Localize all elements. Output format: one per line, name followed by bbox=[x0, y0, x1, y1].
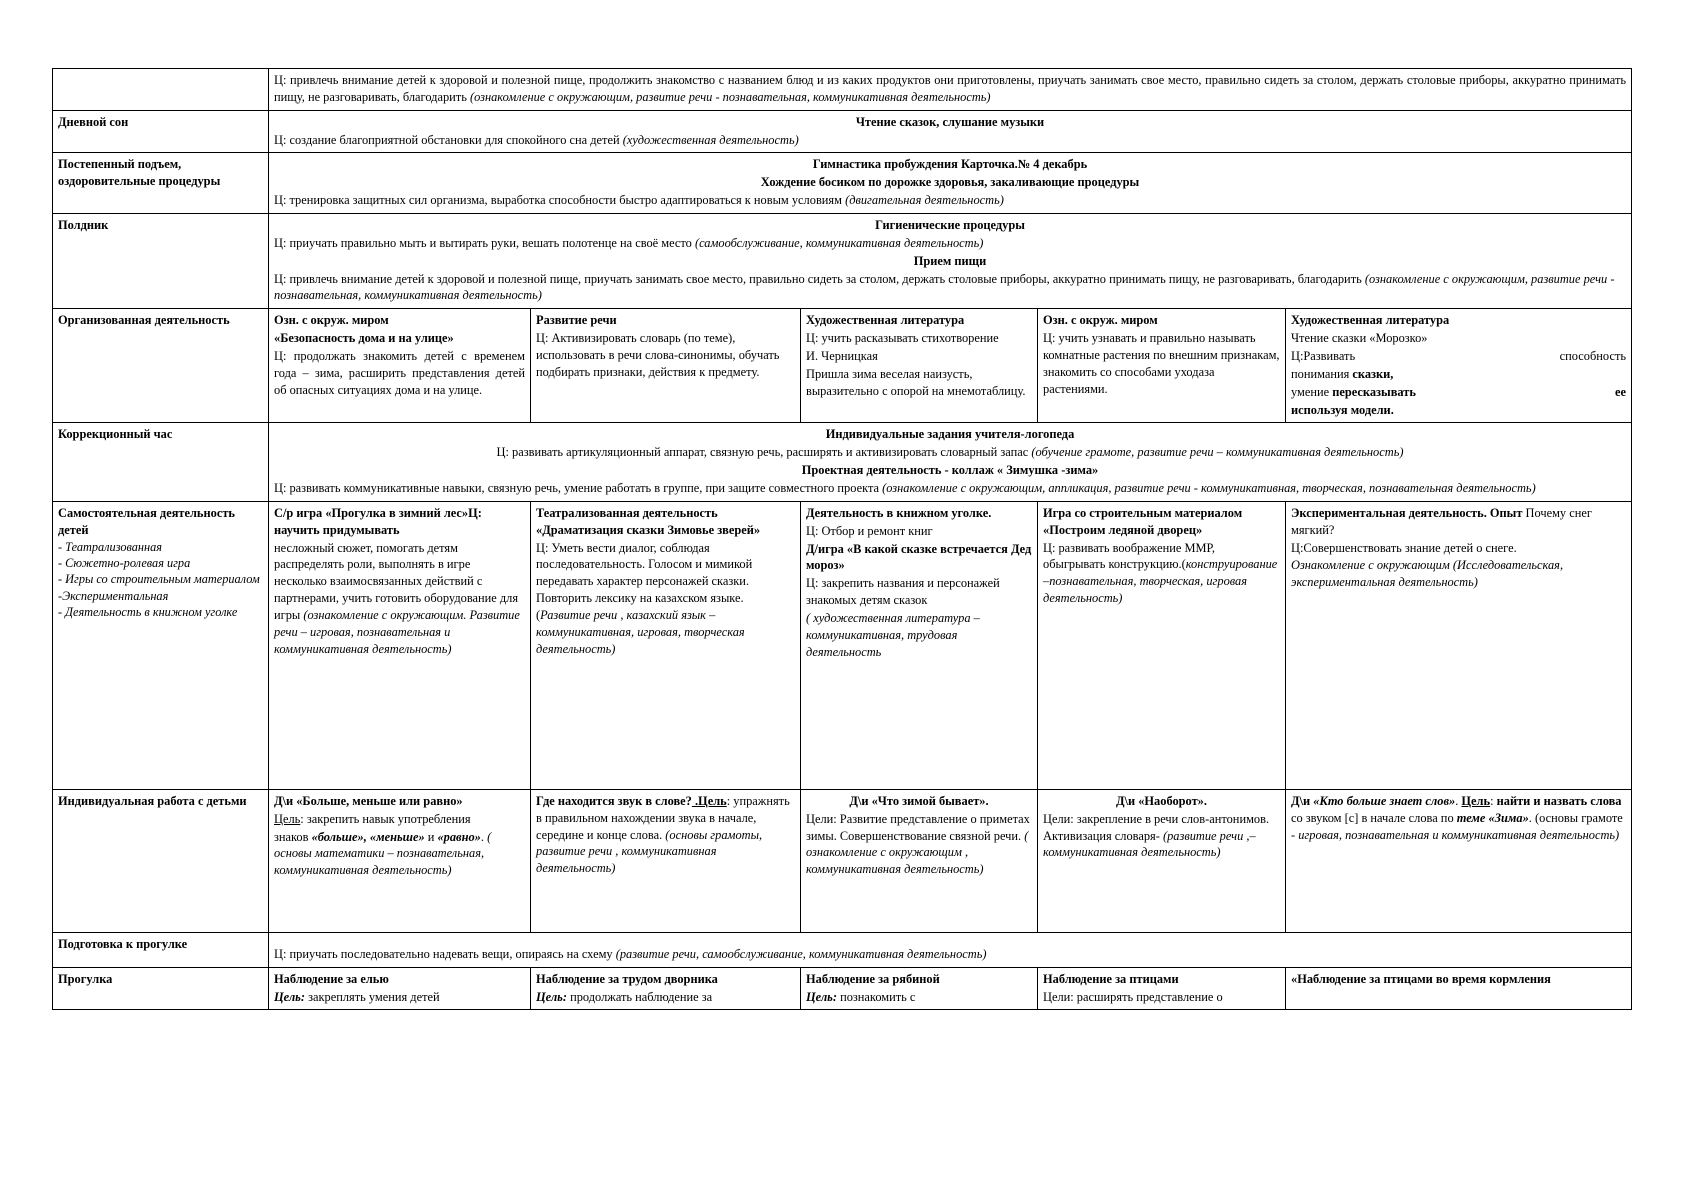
table-row-nap bbox=[53, 110, 1632, 153]
wakeup-content bbox=[269, 153, 1632, 214]
individual-cell-1-goal-label: Цель bbox=[274, 811, 301, 826]
correction-goal-2-italic: (ознакомление с окружающим, аппликация, развитие речи - коммуникативная, творческая, познавательная деятельность) bbox=[882, 481, 1536, 496]
correction-goal-1-italic: (обучение грамоте, развитие речи – коммуникативная деятельность) bbox=[1031, 445, 1404, 460]
independent-cell-1-title bbox=[274, 505, 525, 539]
independent-cell-3-title: Деятельность в книжном уголке. bbox=[806, 505, 992, 520]
row-label-walk-prep: Подготовка к прогулке bbox=[53, 932, 269, 967]
independent-cell-3-line2: Ц: Отбор и ремонт книг bbox=[806, 523, 933, 538]
snack-goal-1-italic: (самообслуживание, коммуникативная деятельность) bbox=[694, 235, 984, 250]
individual-cell-3-body-italic: ( ознакомление с окружающим , коммуникативная деятельность) bbox=[806, 828, 1029, 877]
row-label-empty bbox=[53, 69, 269, 111]
walk-cell-4 bbox=[1038, 967, 1286, 1010]
walk-cell-5-title: «Наблюдение за птицами во время кормления bbox=[1291, 971, 1551, 986]
organized-cell-5-line3-plain: понимания bbox=[1291, 366, 1353, 381]
organized-cell-5-line4-bold: пересказывать bbox=[1332, 384, 1416, 399]
walk-cell-4-goal: Цели: расширять представление о bbox=[1043, 989, 1223, 1004]
independent-cell-5-line2: Ц:Совершенствовать знание детей о снеге. bbox=[1291, 540, 1517, 555]
meal-top-content bbox=[269, 69, 1632, 111]
organized-cell-5-line4 bbox=[1291, 384, 1626, 401]
nap-goal bbox=[274, 132, 1626, 149]
independent-cell-1-body-italic: (ознакомление с окружающим. Развитие речи – игровая, познавательная и коммуникативная деятельность) bbox=[274, 608, 520, 656]
correction-goal-1-text: Ц: развивать артикуляционный аппарат, связную речь, расширять и активизировать словарный запас bbox=[496, 445, 1032, 460]
walk-cell-1-title: Наблюдение за елью bbox=[274, 971, 389, 986]
table-row-independent bbox=[53, 501, 1632, 789]
individual-cell-5-goal-bold2: теме «Зима» bbox=[1456, 810, 1529, 825]
independent-label-text: Самостоятельная деятельность детей bbox=[58, 505, 235, 537]
independent-cell-2-body bbox=[536, 540, 795, 658]
organized-cell-4-body: Ц: учить узнавать и правильно называть комнатные растения по внешним признакам, знакомить со способами уходаза растениями. bbox=[1043, 331, 1280, 396]
individual-cell-3-body-text: Цели: Развитие представление о приметах зимы. Совершенствование связной речи. bbox=[806, 811, 1030, 843]
walk-cell-3-goal-text: познакомить с bbox=[836, 989, 916, 1004]
individual-cell-5 bbox=[1286, 789, 1632, 932]
individual-cell-1 bbox=[269, 789, 531, 932]
organized-cell-1-subtitle: «Безопасность дома и на улице» bbox=[274, 331, 454, 346]
independent-cell-3-body-italic: ( художественная литература – коммуникативная, трудовая деятельность bbox=[806, 611, 980, 659]
walk-prep-content bbox=[269, 932, 1632, 967]
independent-cell-5-body-italic: Ознакомление с окружающим (Исследовательская, экспериментальная деятельность) bbox=[1291, 558, 1564, 590]
snack-title-2: Прием пищи bbox=[913, 253, 987, 268]
wakeup-goal-italic: (двигательная деятельность) bbox=[845, 193, 1004, 208]
individual-cell-2 bbox=[531, 789, 801, 932]
individual-cell-5-goal-label: Цель bbox=[1461, 793, 1491, 808]
individual-cell-5-goal-tail: со звуком [с] в начале слова по bbox=[1291, 810, 1457, 825]
independent-sublabel-3: -Экспериментальная bbox=[58, 588, 169, 603]
meal-top-text-italic: (ознакомление с окружающим, развитие речи - познавательная, коммуникативная деятельность) bbox=[469, 89, 991, 104]
organized-cell-5-line2-left: Ц:Развивать bbox=[1291, 349, 1356, 364]
organized-cell-1-title: Озн. с окруж. миром bbox=[274, 313, 389, 328]
independent-cell-4 bbox=[1038, 501, 1286, 789]
organized-cell-4 bbox=[1038, 309, 1286, 423]
individual-cell-1-body-italic: ( основы математики – познавательная, коммуникативная деятельность) bbox=[274, 829, 492, 878]
wakeup-goal bbox=[274, 192, 1626, 209]
individual-cell-5-title-plain: Д\и bbox=[1291, 793, 1314, 808]
organized-cell-1-body: Ц: продолжать знакомить детей с временем года – зима, расширить представления детей об опасных ситуациях дома и на улице. bbox=[274, 349, 525, 397]
individual-cell-5-title bbox=[1291, 793, 1626, 844]
independent-cell-1-title-tail: Ц: научить придумывать bbox=[274, 505, 482, 537]
individual-cell-2-title bbox=[536, 793, 795, 877]
organized-cell-3-body: Ц: учить расказывать стихотворение bbox=[806, 331, 999, 346]
walk-cell-3 bbox=[801, 967, 1038, 1010]
individual-cell-5-title-bi: «Кто больше знает слов» bbox=[1313, 793, 1456, 808]
row-label-walk: Прогулка bbox=[53, 967, 269, 1010]
individual-cell-4 bbox=[1038, 789, 1286, 932]
independent-cell-4-body-lead: Ц: развивать воображение ММР, обыгрывать конструкцию.( bbox=[1043, 540, 1215, 572]
independent-cell-4-title: Игра со строительным материалом «Построим ледяной дворец» bbox=[1043, 505, 1243, 537]
individual-cell-5-goal-tail2: . (основы грамоте - bbox=[1291, 810, 1623, 842]
independent-cell-5 bbox=[1286, 501, 1632, 789]
organized-cell-3-title: Художественная литература bbox=[806, 313, 965, 328]
independent-cell-3-line3: Д/игра «В какой сказке встречается Дед мороз» bbox=[806, 541, 1032, 573]
individual-cell-4-body-text: Цели: закрепление в речи слов-антонимов. Активизация словаря- bbox=[1043, 811, 1270, 843]
independent-cell-5-title bbox=[1291, 505, 1626, 539]
organized-cell-3 bbox=[801, 309, 1038, 423]
row-label-nap: Дневной сон bbox=[53, 110, 269, 153]
correction-title-1: Индивидуальные задания учителя-логопеда bbox=[825, 427, 1075, 442]
organized-cell-2-body: Ц: Активизировать словарь (по теме), использовать в речи слова-синонимы, обучать подбирать признаки, действия к предмету. bbox=[536, 331, 780, 379]
organized-cell-5-line4-plain: умение bbox=[1291, 384, 1333, 399]
independent-sublabel-0: - Театрализованная bbox=[58, 539, 162, 554]
independent-cell-1-title-bold: С/р игра «Прогулка в зимний лес» bbox=[274, 505, 469, 520]
individual-cell-5-goal-bold: найти и назвать слова bbox=[1496, 793, 1622, 808]
correction-goal-2-text: Ц: развивать коммуникативные навыки, связную речь, умение работать в группе, при защите совместного проекта bbox=[274, 481, 883, 496]
individual-cell-2-goal-label: .Цель bbox=[691, 793, 727, 808]
walk-prep-goal bbox=[274, 946, 1626, 963]
nap-content bbox=[269, 110, 1632, 153]
walk-cell-3-title: Наблюдение за рябиной bbox=[806, 971, 940, 986]
snack-goal-2-italic: (ознакомление с окружающим, развитие речи - познавательная, коммуникативная деятельность) bbox=[274, 271, 1615, 303]
table-row-walk-prep bbox=[53, 932, 1632, 967]
row-label-individual: Индивидуальная работа с детьми bbox=[53, 789, 269, 932]
individual-cell-1-title: Д\и «Больше, меньше или равно» bbox=[274, 793, 463, 808]
table-row-wakeup bbox=[53, 153, 1632, 214]
independent-cell-5-title-bold: Экспериментальная деятельность. Опыт bbox=[1291, 505, 1523, 520]
correction-content bbox=[269, 423, 1632, 501]
walk-cell-2-goal-label: Цель: bbox=[536, 989, 567, 1004]
correction-goal-2 bbox=[274, 480, 1626, 497]
table-row-organized bbox=[53, 309, 1632, 423]
individual-cell-1-line3-bi: «больше», «меньше» bbox=[311, 829, 425, 844]
individual-cell-1-goal-text: : закрепить навык употребления bbox=[300, 811, 471, 826]
correction-title-2: Проектная деятельность - коллаж « Зимушка -зима» bbox=[801, 463, 1099, 478]
independent-cell-2-body-lead: Ц: Уметь вести диалог, соблюдая последовательность. Голосом и мимикой передавать характер персонажей сказки. Повторить лексику на казахском языке. ( bbox=[536, 540, 753, 623]
organized-cell-5-line2 bbox=[1291, 348, 1626, 365]
organized-cell-3-body-2: И. Черницкая bbox=[806, 349, 878, 364]
organized-cell-5-line4-right: ее bbox=[1615, 384, 1627, 399]
individual-cell-5-title-plain2: . bbox=[1455, 793, 1462, 808]
individual-cell-3-title: Д\и «Что зимой бывает». bbox=[849, 793, 989, 808]
individual-cell-4-body bbox=[1043, 811, 1280, 862]
daily-plan-table bbox=[52, 68, 1632, 1010]
individual-cell-1-line3 bbox=[274, 829, 525, 880]
walk-cell-3-goal-label: Цель: bbox=[806, 989, 837, 1004]
organized-cell-5 bbox=[1286, 309, 1632, 423]
organized-cell-5-line4-wrap bbox=[1291, 384, 1416, 401]
organized-cell-5-line3 bbox=[1291, 366, 1626, 383]
independent-cell-5-title-tail: Почему снег мягкий? bbox=[1291, 505, 1592, 537]
independent-cell-2-body-italic: Развитие речи , казахский язык – коммуникативная, игровая, творческая деятельность) bbox=[536, 608, 745, 656]
organized-cell-2 bbox=[531, 309, 801, 423]
walk-cell-5 bbox=[1286, 967, 1632, 1010]
independent-sublabel-2: - Игры со строительным материалом bbox=[58, 572, 260, 587]
row-label-snack: Полдник bbox=[53, 214, 269, 309]
correction-goal-1 bbox=[274, 444, 1626, 461]
organized-cell-2-title: Развитие речи bbox=[536, 313, 617, 328]
walk-cell-3-goal bbox=[806, 989, 1032, 1006]
independent-cell-1-body bbox=[274, 540, 525, 658]
individual-cell-1-line3-plain2: и bbox=[424, 829, 438, 844]
wakeup-title-2: Хождение босиком по дорожке здоровья, закаливающие процедуры bbox=[760, 175, 1140, 190]
walk-cell-1 bbox=[269, 967, 531, 1010]
table-row-walk bbox=[53, 967, 1632, 1010]
individual-cell-5-body-italic: игровая, познавательная и коммуникативная деятельность) bbox=[1298, 827, 1620, 842]
table-row-meal-top bbox=[53, 69, 1632, 111]
individual-cell-4-title: Д\и «Наоборот». bbox=[1116, 793, 1207, 808]
individual-cell-2-title-bold: Где находится звук в слове? bbox=[536, 793, 692, 808]
organized-cell-5-line5-bold: используя модели. bbox=[1291, 402, 1394, 417]
snack-goal-1-text: Ц: приучать правильно мыть и вытирать руки, вешать полотенце на своё место bbox=[274, 235, 695, 250]
organized-cell-1 bbox=[269, 309, 531, 423]
organized-cell-3-body-3: Пришла зима веселая наизусть, выразительно с опорой на мнемотаблицу. bbox=[806, 366, 1026, 398]
row-label-independent bbox=[53, 501, 269, 789]
organized-cell-5-line3-bold: сказки, bbox=[1352, 366, 1394, 381]
table-row-individual bbox=[53, 789, 1632, 932]
nap-goal-text: Ц: создание благоприятной обстановки для спокойного сна детей bbox=[274, 132, 623, 147]
individual-cell-1-line3-tail: . bbox=[480, 829, 488, 844]
individual-cell-2-goal-text: : упражнять в правильном нахождении звука в начале, середине и конце слова. bbox=[536, 793, 790, 842]
table-row-snack bbox=[53, 214, 1632, 309]
independent-cell-2 bbox=[531, 501, 801, 789]
table-row-correction bbox=[53, 423, 1632, 501]
independent-cell-4-body-italic: конструирование –познавательная, творческая, игровая деятельность) bbox=[1043, 557, 1278, 606]
individual-cell-1-goal bbox=[274, 811, 525, 828]
independent-cell-1-body-text: несложный сюжет, помогать детям распределять роли, выполнять в игре несколько взаимосвязанных действий с партнерами, учить готовить оборудование для игры bbox=[274, 540, 519, 623]
walk-cell-2 bbox=[531, 967, 801, 1010]
independent-cell-4-body bbox=[1043, 540, 1280, 607]
walk-cell-2-title: Наблюдение за трудом дворника bbox=[536, 971, 718, 986]
independent-cell-3-line4: Ц: закрепить названия и персонажей знакомых детям сказок bbox=[806, 576, 1000, 608]
independent-sublabel-4: - Деятельность в книжном уголке bbox=[58, 605, 238, 619]
organized-cell-5-line1: Чтение сказки «Морозко» bbox=[1291, 331, 1428, 346]
nap-goal-italic: (художественная деятельность) bbox=[622, 132, 799, 147]
organized-cell-5-line5 bbox=[1291, 402, 1626, 419]
wakeup-goal-text: Ц: тренировка защитных сил организма, выработка способности быстро адаптироваться к новым условиям bbox=[274, 193, 846, 208]
individual-cell-3 bbox=[801, 789, 1038, 932]
individual-cell-1-line3-plain: знаков bbox=[274, 829, 312, 844]
individual-cell-4-body-italic: (развитие речи ,– коммуникативная деятельность) bbox=[1043, 828, 1256, 860]
snack-goal-1 bbox=[274, 235, 1626, 252]
snack-content bbox=[269, 214, 1632, 309]
independent-cell-3 bbox=[801, 501, 1038, 789]
meal-top-text: Ц: привлечь внимание детей к здоровой и полезной пище, продолжить знакомство с названием блюд и из каких продуктов они приготовлены, приучать занимать свое место, правильно сидеть за столом, держать столовые приборы, аккуратно принимать пищу, не разговаривать, благодарить bbox=[274, 73, 1627, 104]
individual-cell-5-goal-text: : bbox=[1490, 793, 1497, 808]
independent-cell-1 bbox=[269, 501, 531, 789]
nap-title: Чтение сказок, слушание музыки bbox=[855, 114, 1045, 129]
individual-cell-3-body bbox=[806, 811, 1032, 878]
individual-cell-1-line3-bi2: «равно» bbox=[437, 829, 481, 844]
row-label-wakeup: Постепенный подъем, оздоровительные процедуры bbox=[53, 153, 269, 214]
walk-cell-2-goal-text: продолжать наблюдение за bbox=[566, 989, 713, 1004]
walk-prep-goal-italic: (развитие речи, самообслуживание, коммуникативная деятельность) bbox=[615, 946, 987, 961]
individual-cell-2-body-italic: (основы грамоты, развитие речи , коммуникативная деятельность) bbox=[536, 827, 763, 876]
walk-cell-1-goal-label: Цель: bbox=[274, 989, 305, 1004]
organized-cell-5-title: Художественная литература bbox=[1291, 313, 1450, 328]
walk-cell-1-goal-text: закреплять умения детей bbox=[304, 989, 440, 1004]
snack-title-1: Гигиенические процедуры bbox=[875, 218, 1025, 233]
row-label-correction: Коррекционный час bbox=[53, 423, 269, 501]
walk-prep-goal-text: Ц: приучать последовательно надевать вещи, опираясь на схему bbox=[274, 946, 616, 961]
walk-cell-1-goal bbox=[274, 989, 525, 1006]
snack-goal-2 bbox=[274, 271, 1626, 305]
walk-cell-4-title: Наблюдение за птицами bbox=[1043, 971, 1179, 986]
row-label-organized: Организованная деятельность bbox=[53, 309, 269, 423]
independent-cell-2-title: Театрализованная деятельность «Драматизация сказки Зимовье зверей» bbox=[536, 505, 761, 537]
snack-goal-2-text: Ц: привлечь внимание детей к здоровой и полезной пище, приучать занимать свое место, правильно сидеть за столом, держать столовые приборы, аккуратно принимать пищу, не разговаривать, благодарить bbox=[274, 271, 1365, 286]
independent-sublabel-1: - Сюжетно-ролевая игра bbox=[58, 555, 191, 570]
organized-cell-4-title: Озн. с окруж. миром bbox=[1043, 313, 1158, 328]
walk-cell-2-goal bbox=[536, 989, 795, 1006]
wakeup-title-1: Гимнастика пробуждения Карточка.№ 4 декабрь bbox=[812, 157, 1088, 172]
organized-cell-5-line2-right: способность bbox=[1559, 349, 1627, 364]
